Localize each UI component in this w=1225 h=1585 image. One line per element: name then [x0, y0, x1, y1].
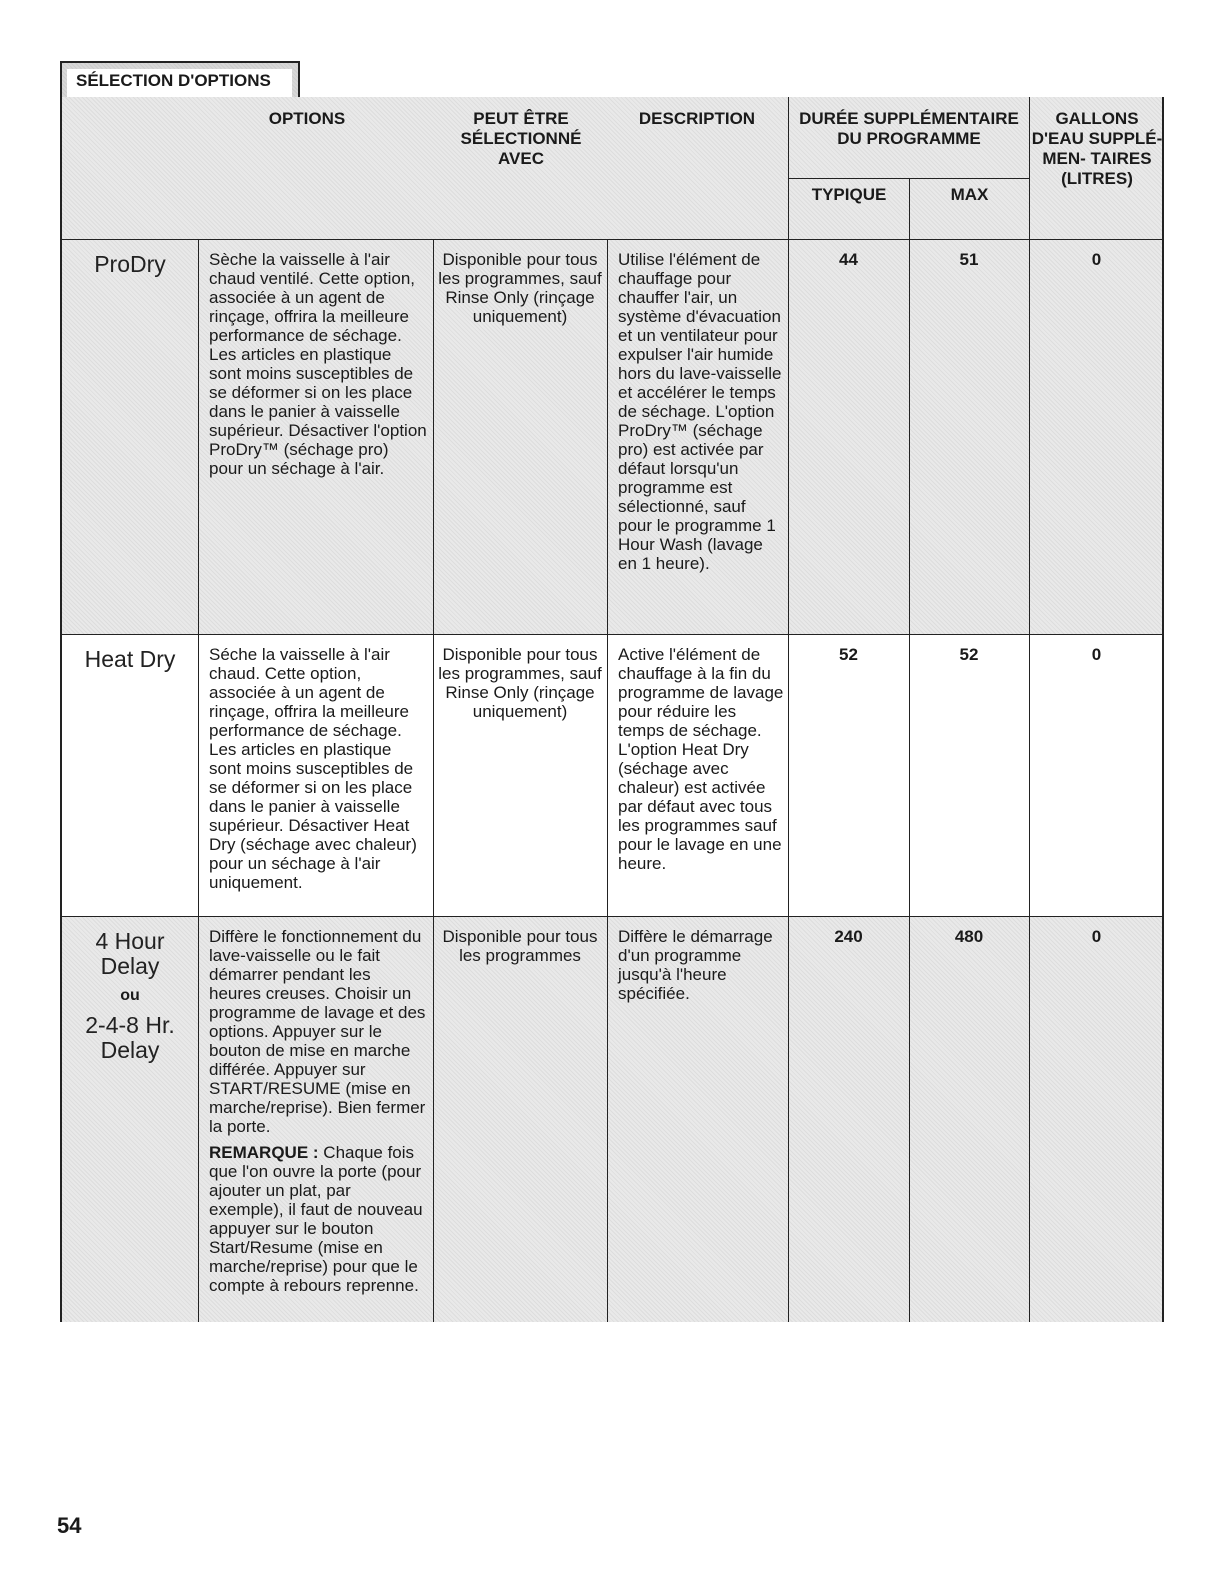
- extra-water: 0: [1091, 927, 1102, 946]
- option-name: Heat Dry: [84, 646, 176, 672]
- note-text: Chaque fois que l'on ouvre la porte (pour ajouter un plat, par exemple), il faut de nouveau appuyer sur le bouton Start/Resume (mise en marche/reprise) pour que le compte à rebours reprenne.: [209, 1143, 423, 1295]
- section-tab: [60, 61, 300, 97]
- header-typical: TYPIQUE: [811, 185, 887, 204]
- max-minutes: 480: [954, 927, 984, 946]
- option-description: Active l'élément de chauffage à la fin du programme de lavage pour réduire les temps de séchage. L'option Heat Dry (séchage avec chaleur) est activée par défaut avec tous les programmes sauf pour le lavage en une heure.: [618, 645, 784, 873]
- header-water-gallons: GALLONS D'EAU SUPPLÉ- MEN- TAIRES (LITRES): [1031, 109, 1163, 188]
- table-row-delay: [62, 916, 1162, 1322]
- available-with: Disponible pour tous les programmes, sauf Rinse Only (rinçage uniquement): [438, 645, 602, 721]
- extra-water: 0: [1091, 645, 1102, 664]
- option-name-cell: [62, 917, 198, 1322]
- option-name-cell: [62, 635, 198, 916]
- option-text: Séche la vaisselle à l'air chaud. Cette option, associée à un agent de rinçage, offrira la meilleure performance de séchage. Les articles en plastique sont moins susceptibles de se déformer si on les place dans le panier à vaisselle supérieur. Désactiver Heat Dry (séchage avec chaleur) pour un séchage à l'air uniquement.: [209, 645, 417, 892]
- option-text-cell: [198, 917, 433, 1322]
- extra-water: 0: [1091, 250, 1102, 269]
- option-name-or: ou: [120, 987, 140, 1004]
- page-number: 54: [57, 1513, 82, 1538]
- typical-minutes: 52: [839, 645, 858, 664]
- typical-minutes: 44: [839, 250, 858, 269]
- header-options: OPTIONS: [268, 109, 346, 128]
- header-selectable-with: PEUT ÊTRE SÉLECTIONNÉ AVEC: [460, 109, 582, 168]
- option-name-cell: [62, 240, 198, 634]
- note-label: REMARQUE :: [209, 1143, 319, 1162]
- note-paragraph: [209, 1143, 427, 1295]
- available-with: Disponible pour tous les programmes, sauf Rinse Only (rinçage uniquement): [438, 250, 602, 326]
- option-text: Diffère le fonctionnement du lave-vaisselle ou le fait démarrer pendant les heures creuses. Choisir un programme de lavage et des options. Appuyer sur le bouton de mise en marche différée. Appuyer sur START/RESUME (mise en marche/reprise). Bien fermer la porte.: [209, 927, 426, 1136]
- max-minutes: 51: [959, 250, 979, 269]
- option-description: Utilise l'élément de chauffage pour chauffer l'air, un système d'évacuation et un ventilateur pour expulser l'air humide hors du lave-vaisselle et accélérer le temps de séchage. L'option ProDry™ (séchage pro) est activée par défaut lorsqu'un programme est sélectionné, sauf pour le programme 1 Hour Wash (lavage en 1 heure).: [618, 250, 782, 573]
- option-name: ProDry: [94, 251, 166, 277]
- option-description: Diffère le démarrage d'un programme jusqu'à l'heure spécifiée.: [618, 927, 773, 1003]
- options-table: [60, 97, 1164, 1322]
- header-description: DESCRIPTION: [638, 109, 756, 128]
- header-max: MAX: [950, 185, 989, 204]
- table-row-heat-dry: [62, 634, 1162, 916]
- header-extra-duration: DURÉE SUPPLÉMENTAIRE DU PROGRAMME: [799, 109, 1019, 148]
- option-name: 4 Hour Delay: [95, 928, 165, 979]
- available-with: Disponible pour tous les programmes: [442, 927, 598, 965]
- typical-minutes: 240: [834, 927, 863, 946]
- option-name-alt: 2-4-8 Hr. Delay: [85, 1012, 175, 1063]
- table-header: [62, 97, 1162, 239]
- header-subdivider: [789, 178, 1029, 179]
- option-text: Sèche la vaisselle à l'air chaud ventilé. Cette option, associée à un agent de rinçage, offrira la meilleure performance de séchage. Les articles en plastique sont moins susceptibles de se déformer si on les place dans le panier à vaisselle supérieur. Désactiver l'option ProDry™ (séchage pro) pour un séchage à l'air.: [209, 250, 427, 478]
- table-row-prodry: [62, 239, 1162, 634]
- section-title: SÉLECTION D'OPTIONS: [67, 69, 292, 97]
- max-minutes: 52: [959, 645, 979, 664]
